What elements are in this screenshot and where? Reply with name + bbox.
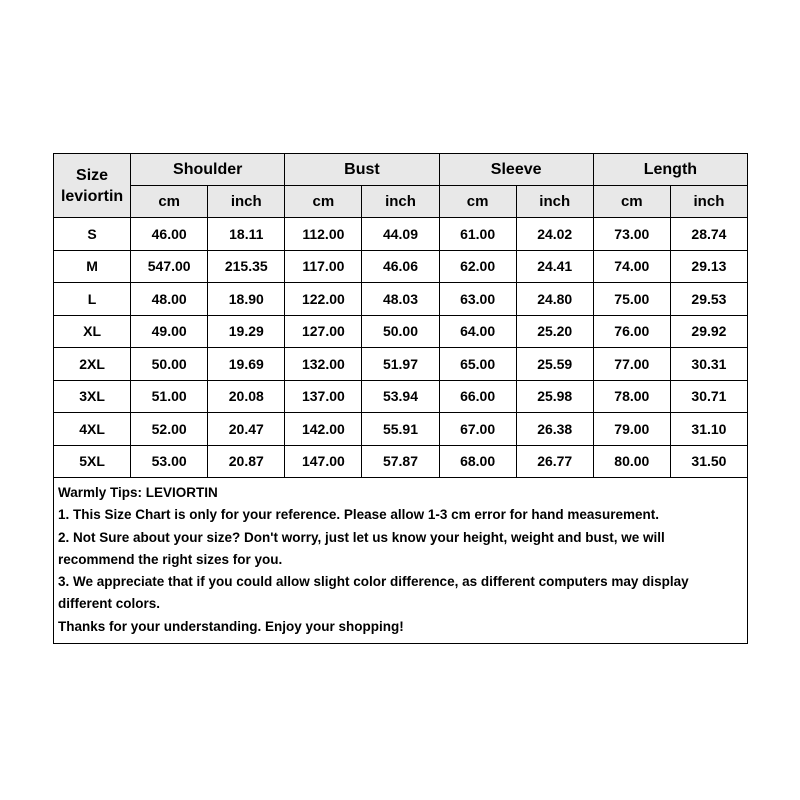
unit-header-shoulder-inch: inch xyxy=(208,186,285,218)
measurement-value-cell: 57.87 xyxy=(362,445,439,478)
unit-header-sleeve-cm: cm xyxy=(439,186,516,218)
measurement-value-cell: 25.59 xyxy=(516,348,593,381)
measurement-value-cell: 76.00 xyxy=(593,315,670,348)
tip-line: 1. This Size Chart is only for your reference. Please allow 1-3 cm error for hand measurement. xyxy=(58,507,659,523)
measurement-value-cell: 50.00 xyxy=(131,348,208,381)
measurement-value-cell: 53.94 xyxy=(362,380,439,413)
measurement-value-cell: 44.09 xyxy=(362,218,439,251)
measurement-value-cell: 18.90 xyxy=(208,283,285,316)
group-header-length: Length xyxy=(593,154,747,186)
measurement-value-cell: 51.00 xyxy=(131,380,208,413)
table-row xyxy=(54,413,748,446)
measurement-value-cell: 55.91 xyxy=(362,413,439,446)
size-column-header xyxy=(54,154,131,218)
measurement-value-cell: 26.38 xyxy=(516,413,593,446)
group-header-sleeve: Sleeve xyxy=(439,154,593,186)
measurement-value-cell: 62.00 xyxy=(439,250,516,283)
unit-header-sleeve-inch: inch xyxy=(516,186,593,218)
measurement-value-cell: 29.92 xyxy=(670,315,747,348)
measurement-value-cell: 127.00 xyxy=(285,315,362,348)
measurement-value-cell: 51.97 xyxy=(362,348,439,381)
measurement-value-cell: 75.00 xyxy=(593,283,670,316)
table-row xyxy=(54,283,748,316)
measurement-value-cell: 31.10 xyxy=(670,413,747,446)
unit-header-length-cm: cm xyxy=(593,186,670,218)
tip-line: 2. Not Sure about your size? Don't worry, just let us know your height, weight and bust, we will xyxy=(58,529,665,545)
measurement-value-cell: 30.71 xyxy=(670,380,747,413)
tip-line: recommend the right sizes for you. xyxy=(58,551,283,567)
measurement-value-cell: 29.53 xyxy=(670,283,747,316)
unit-header-shoulder-cm: cm xyxy=(131,186,208,218)
size-label-cell: M xyxy=(54,250,131,283)
table-row xyxy=(54,218,748,251)
measurement-value-cell: 49.00 xyxy=(131,315,208,348)
measurement-value-cell: 50.00 xyxy=(362,315,439,348)
measurement-value-cell: 46.06 xyxy=(362,250,439,283)
size-column-header-line1: Size xyxy=(76,166,109,184)
measurement-value-cell: 215.35 xyxy=(208,250,285,283)
measurement-value-cell: 79.00 xyxy=(593,413,670,446)
measurement-value-cell: 142.00 xyxy=(285,413,362,446)
group-header-row xyxy=(54,154,748,186)
size-label-cell: L xyxy=(54,283,131,316)
measurement-value-cell: 66.00 xyxy=(439,380,516,413)
tip-line: Warmly Tips: LEVIORTIN xyxy=(58,485,218,500)
measurement-value-cell: 25.98 xyxy=(516,380,593,413)
measurement-value-cell: 147.00 xyxy=(285,445,362,478)
size-column-header-line2: leviortin xyxy=(60,187,124,205)
group-header-bust: Bust xyxy=(285,154,439,186)
measurement-value-cell: 31.50 xyxy=(670,445,747,478)
size-label-cell: 5XL xyxy=(54,445,131,478)
table-row xyxy=(54,315,748,348)
measurement-value-cell: 29.13 xyxy=(670,250,747,283)
size-chart-sheet xyxy=(53,153,748,644)
measurement-value-cell: 73.00 xyxy=(593,218,670,251)
unit-header-row xyxy=(54,186,748,218)
measurement-value-cell: 112.00 xyxy=(285,218,362,251)
measurement-value-cell: 132.00 xyxy=(285,348,362,381)
measurement-value-cell: 64.00 xyxy=(439,315,516,348)
measurement-value-cell: 52.00 xyxy=(131,413,208,446)
measurement-value-cell: 74.00 xyxy=(593,250,670,283)
table-row xyxy=(54,348,748,381)
tip-line: different colors. xyxy=(58,596,161,612)
measurement-value-cell: 61.00 xyxy=(439,218,516,251)
measurement-value-cell: 24.02 xyxy=(516,218,593,251)
group-header-shoulder: Shoulder xyxy=(131,154,285,186)
size-label-cell: S xyxy=(54,218,131,251)
measurement-value-cell: 117.00 xyxy=(285,250,362,283)
table-row xyxy=(54,445,748,478)
measurement-value-cell: 19.69 xyxy=(208,348,285,381)
size-label-cell: 4XL xyxy=(54,413,131,446)
measurement-value-cell: 67.00 xyxy=(439,413,516,446)
measurement-value-cell: 24.80 xyxy=(516,283,593,316)
measurement-value-cell: 48.00 xyxy=(131,283,208,316)
size-label-cell: XL xyxy=(54,315,131,348)
measurement-value-cell: 26.77 xyxy=(516,445,593,478)
measurement-value-cell: 24.41 xyxy=(516,250,593,283)
unit-header-bust-cm: cm xyxy=(285,186,362,218)
measurement-value-cell: 20.47 xyxy=(208,413,285,446)
tips-box xyxy=(53,478,748,644)
measurement-value-cell: 46.00 xyxy=(131,218,208,251)
unit-header-length-inch: inch xyxy=(670,186,747,218)
measurement-value-cell: 20.87 xyxy=(208,445,285,478)
measurement-value-cell: 68.00 xyxy=(439,445,516,478)
measurement-value-cell: 53.00 xyxy=(131,445,208,478)
measurement-value-cell: 122.00 xyxy=(285,283,362,316)
size-label-cell: 3XL xyxy=(54,380,131,413)
unit-header-bust-inch: inch xyxy=(362,186,439,218)
measurement-value-cell: 80.00 xyxy=(593,445,670,478)
measurement-value-cell: 547.00 xyxy=(131,250,208,283)
size-table-body xyxy=(54,218,748,478)
measurement-value-cell: 137.00 xyxy=(285,380,362,413)
measurement-value-cell: 63.00 xyxy=(439,283,516,316)
measurement-value-cell: 78.00 xyxy=(593,380,670,413)
tip-line: 3. We appreciate that if you could allow slight color difference, as different computers may display xyxy=(58,574,689,590)
measurement-value-cell: 65.00 xyxy=(439,348,516,381)
table-row xyxy=(54,250,748,283)
measurement-value-cell: 18.11 xyxy=(208,218,285,251)
measurement-value-cell: 77.00 xyxy=(593,348,670,381)
size-label-cell: 2XL xyxy=(54,348,131,381)
size-table xyxy=(53,153,748,478)
measurement-value-cell: 25.20 xyxy=(516,315,593,348)
tip-line: Thanks for your understanding. Enjoy your shopping! xyxy=(58,618,404,634)
measurement-value-cell: 48.03 xyxy=(362,283,439,316)
measurement-value-cell: 20.08 xyxy=(208,380,285,413)
measurement-value-cell: 28.74 xyxy=(670,218,747,251)
table-row xyxy=(54,380,748,413)
measurement-value-cell: 30.31 xyxy=(670,348,747,381)
measurement-value-cell: 19.29 xyxy=(208,315,285,348)
